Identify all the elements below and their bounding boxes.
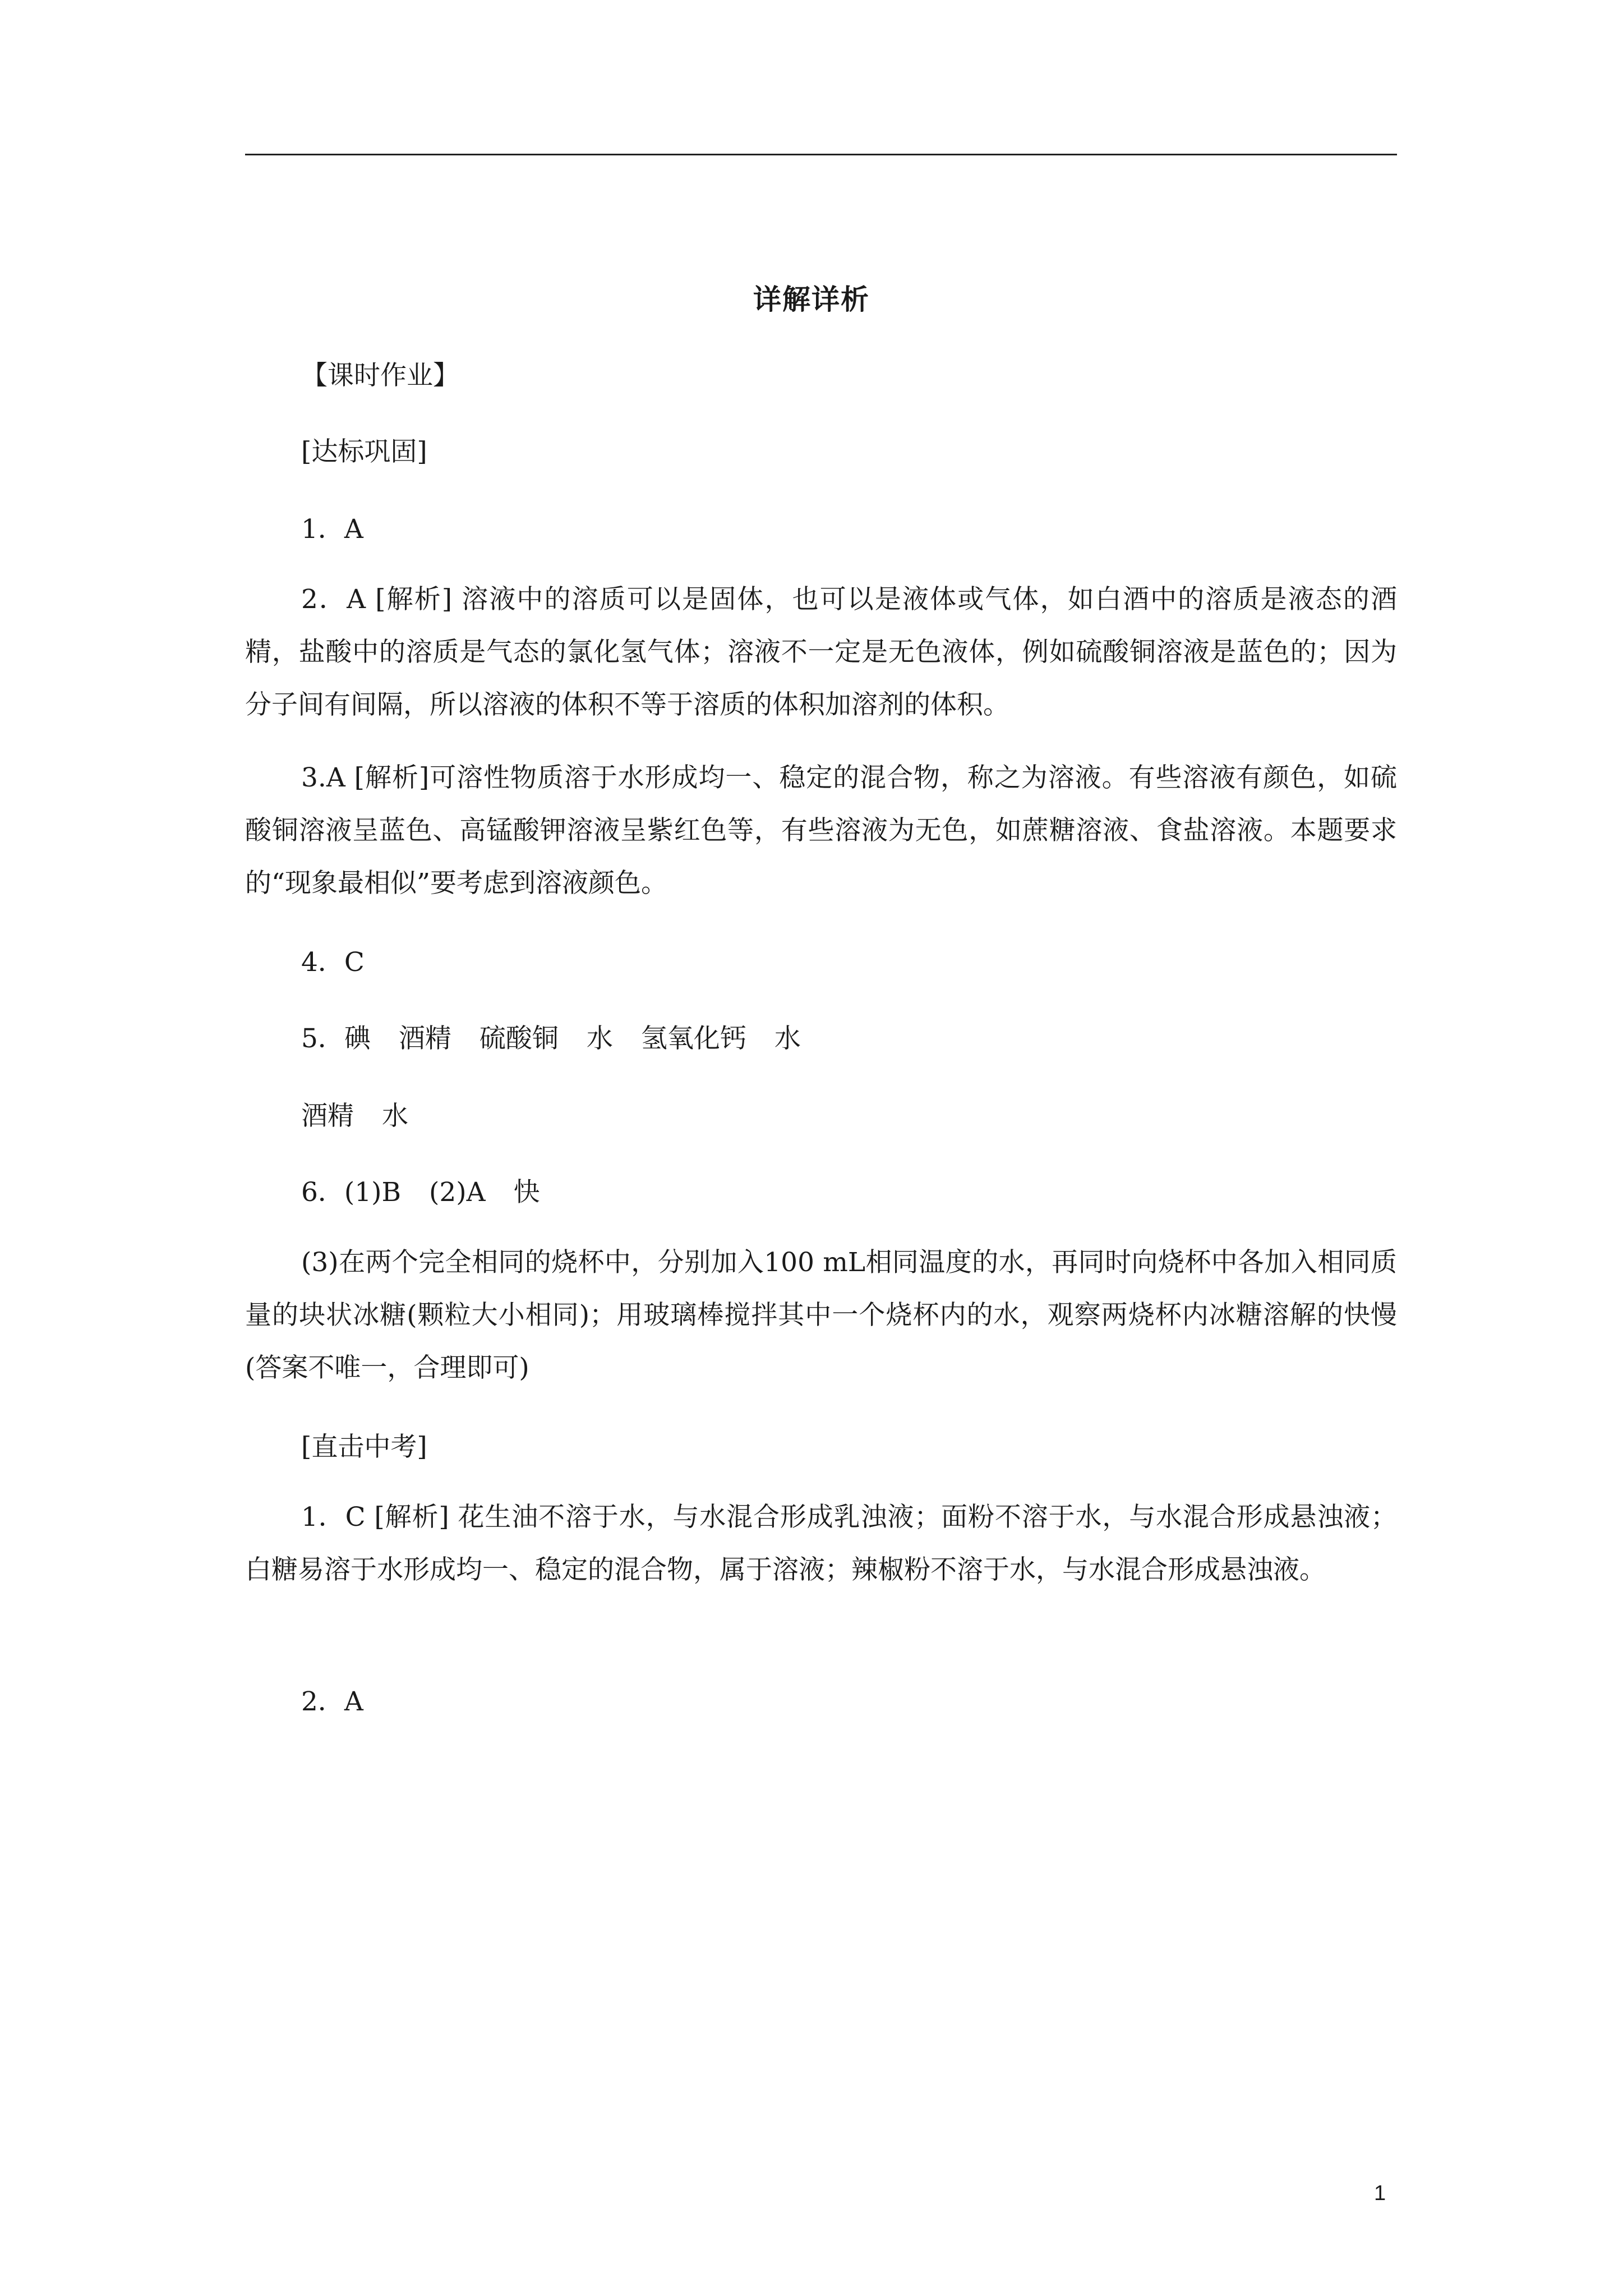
answer-basic-4: 4．C: [301, 947, 365, 978]
answer-basic-5-line2: [301, 1097, 408, 1135]
answer-word: 水: [382, 1101, 408, 1131]
answer-part: (2)A: [429, 1177, 486, 1208]
answer-word: 酒精: [301, 1101, 354, 1131]
header-rule: [245, 154, 1397, 155]
answer-basic-3: 3.A [解析]可溶性物质溶于水形成均一、稳定的混合物，称之为溶液。有些溶液有颜色，如硫酸铜溶液呈蓝色、高锰酸钾溶液呈紫红色等，有些溶液为无色，如蔗糖溶液、食盐溶液。本题要求的“现象最相似”要考虑到溶液颜色。: [245, 762, 1397, 899]
page-number: 1: [1374, 2182, 1386, 2205]
answer-basic-2: 2．A [解析] 溶液中的溶质可以是固体，也可以是液体或气体，如白酒中的溶质是液态的酒精，盐酸中的溶质是气态的氯化氢气体；溶液不一定是无色液体，例如硫酸铜溶液是蓝色的；因为分子间有间隔，所以溶液的体积不等于溶质的体积加溶剂的体积。: [245, 584, 1397, 720]
answer-basic-6-line1: [301, 1174, 540, 1212]
answer-part: (1)B: [344, 1177, 402, 1208]
section-heading-homework: 【课时作业】: [301, 360, 459, 391]
answer-word: 碘: [344, 1023, 371, 1054]
subsection-heading-exam: [直击中考]: [301, 1432, 427, 1462]
answer-part: 快: [513, 1177, 540, 1208]
subsection-heading-basic: [达标巩固]: [301, 436, 427, 467]
answer-number: 6．: [301, 1177, 344, 1208]
answer-word: 水: [774, 1023, 801, 1054]
answer-basic-6-part3: (3)在两个完全相同的烧杯中，分别加入100 mL相同温度的水，再同时向烧杯中各加入相同质量的块状冰糖(颗粒大小相同)；用玻璃棒搅拌其中一个烧杯内的水，观察两烧杯内冰糖溶解的快慢(答案不唯一，合理即可): [245, 1247, 1397, 1383]
answer-basic-5-line1: [301, 1020, 801, 1058]
answer-word: 水: [586, 1023, 613, 1054]
document-title: 详解详析: [753, 283, 870, 316]
answer-word: 氢氧化钙: [640, 1023, 746, 1054]
answer-word: 酒精: [398, 1023, 451, 1054]
answer-number: 5．: [301, 1023, 344, 1054]
answer-exam-2: 2．A: [301, 1686, 363, 1717]
answer-word: 硫酸铜: [479, 1023, 559, 1054]
answer-basic-1: 1．A: [301, 514, 363, 545]
answer-exam-1: 1．C [解析] 花生油不溶于水，与水混合形成乳浊液；面粉不溶于水，与水混合形成悬浊液；白糖易溶于水形成均一、稳定的混合物，属于溶液；辣椒粉不溶于水，与水混合形成悬浊液。: [245, 1502, 1397, 1585]
